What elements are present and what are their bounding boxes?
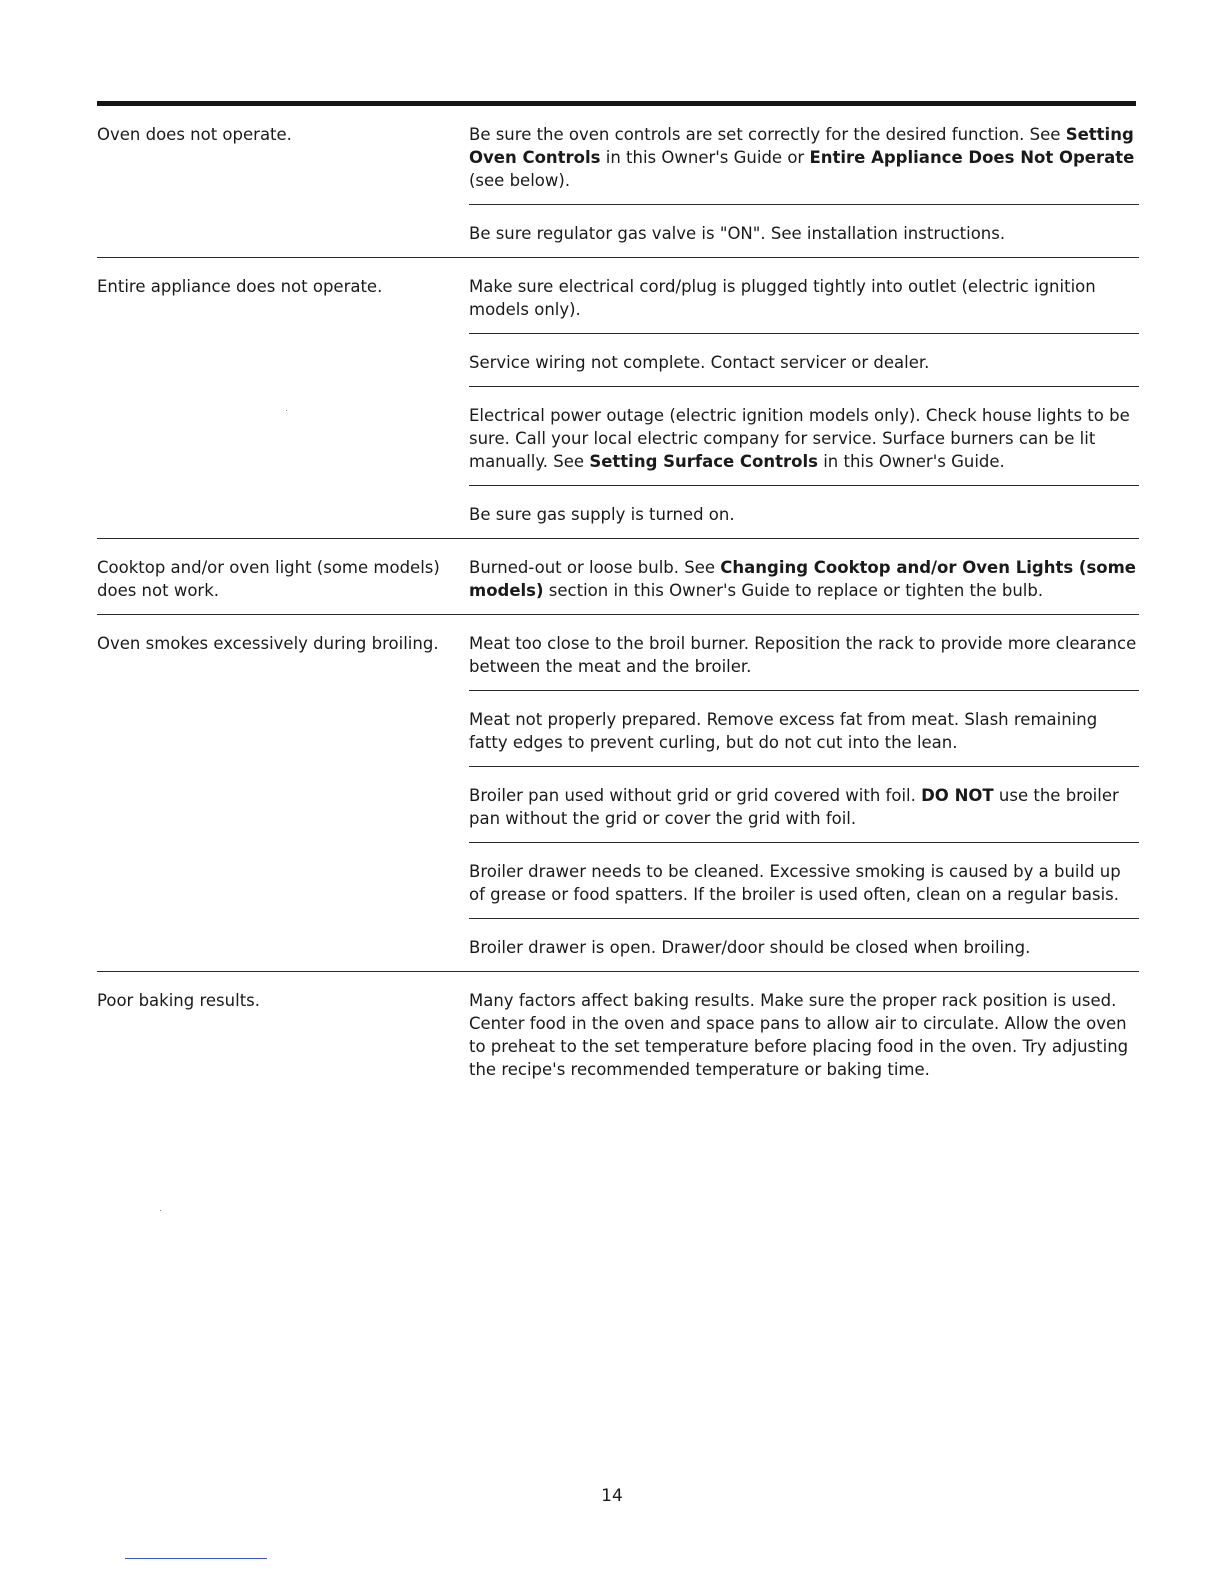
cause-text: Be sure regulator gas valve is "ON". See installation instructions. [469,224,1006,243]
cause-text: Many factors affect baking results. Make sure the proper rack position is used. Center food in the oven and space pans to allow air to circulate. Allow the oven to preheat to the set temperature before placing food in the oven. Try adjusting the recipe's recommended temperature or baking time. [469,991,1129,1079]
problem-label: Poor baking results. [97,991,261,1010]
footer-rule [125,1558,267,1559]
cause-text: Make sure electrical cord/plug is plugged tightly into outlet (electric ignition models only). [469,277,1096,319]
cause-bold-text: Setting Surface Controls [589,452,818,471]
cause-item [469,486,1139,538]
table-row [97,539,1139,615]
cause-bold-text: Changing Cooktop and/or Oven Lights (some models) [469,558,1136,600]
cause-text: in this Owner's Guide or [600,148,810,167]
cause-item [469,106,1139,205]
cause-item [469,539,1139,614]
cause-item [469,334,1139,387]
cause-bold-text: Entire Appliance Does Not Operate [809,148,1135,167]
table-row [97,106,1139,258]
cause-text: in this Owner's Guide. [817,452,1005,471]
cause-bold-text: DO NOT [921,786,994,805]
problem-label: Oven does not operate. [97,125,292,144]
cause-text: Broiler drawer is open. Drawer/door should be closed when broiling. [469,938,1031,957]
causes-list [469,972,1139,1093]
cause-text: Broiler drawer needs to be cleaned. Excessive smoking is caused by a build up of grease or food spatters. If the broiler is used often, clean on a regular basis. [469,862,1121,904]
table-row [97,258,1139,539]
cause-item [469,767,1139,843]
cause-text: Be sure gas supply is turned on. [469,505,735,524]
table-row [97,972,1139,1093]
cause-text: section in this Owner's Guide to replace or tighten the bulb. [543,581,1044,600]
causes-list [469,539,1139,614]
cause-text: Burned-out or loose bulb. See [469,558,721,577]
cause-item [469,691,1139,767]
cause-item [469,972,1139,1093]
page-number: 14 [601,1486,623,1506]
cause-text: Meat too close to the broil burner. Reposition the rack to provide more clearance between the meat and the broiler. [469,634,1137,676]
cause-item [469,919,1139,971]
causes-list [469,106,1139,257]
scan-speck [286,410,287,411]
cause-bold-text: Setting Oven Controls [469,125,1134,167]
scan-speck [160,1210,161,1211]
cause-text: Electrical power outage (electric ignition models only). Check house lights to be sure. Call your local electric company for service. Surface burners can be lit manually. See [469,406,1130,471]
table-row [97,615,1139,972]
cause-text: (see below). [469,171,571,190]
cause-item [469,843,1139,919]
causes-list [469,258,1139,538]
cause-text: Broiler pan used without grid or grid covered with foil. [469,786,922,805]
troubleshooting-table [97,106,1139,1093]
problem-label: Cooktop and/or oven light (some models) does not work. [97,558,440,600]
cause-item [469,387,1139,486]
causes-list [469,615,1139,971]
problem-label: Oven smokes excessively during broiling. [97,634,439,653]
cause-item [469,615,1139,691]
cause-text: use the broiler pan without the grid or cover the grid with foil. [469,786,1119,828]
problem-label: Entire appliance does not operate. [97,277,383,296]
cause-item [469,205,1139,257]
cause-text: Service wiring not complete. Contact servicer or dealer. [469,353,930,372]
cause-item [469,258,1139,334]
cause-text: Meat not properly prepared. Remove excess fat from meat. Slash remaining fatty edges to prevent curling, but do not cut into the lean. [469,710,1098,752]
cause-text: Be sure the oven controls are set correctly for the desired function. See [469,125,1066,144]
